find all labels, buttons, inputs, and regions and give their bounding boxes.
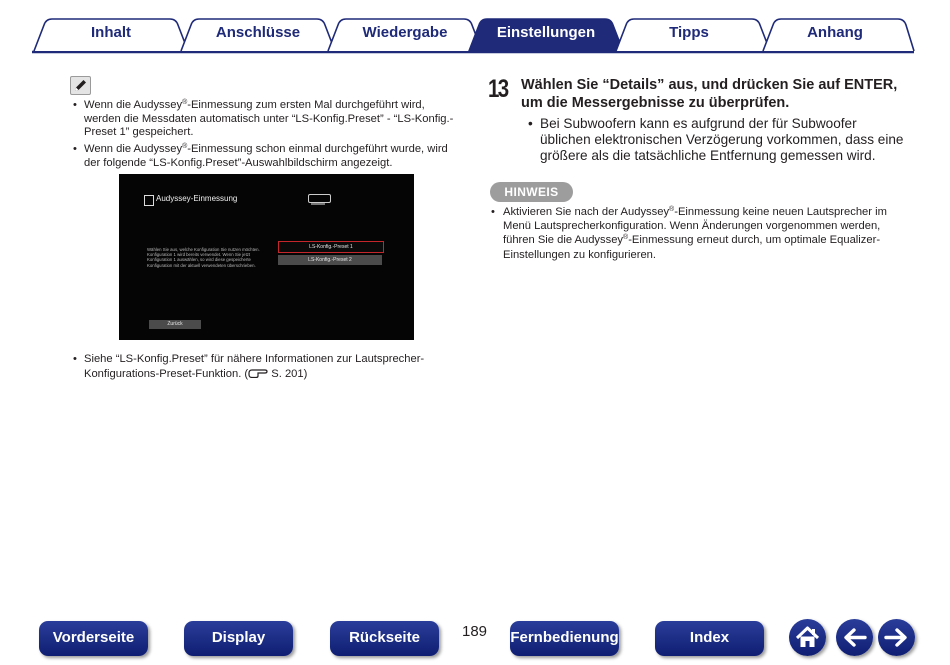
arrow-right-icon: [878, 619, 915, 656]
page-number: 189: [462, 623, 488, 640]
screen-back-button: Zurück: [149, 320, 201, 329]
tab-anschluesse[interactable]: Anschlüsse: [215, 24, 301, 41]
hint-bullet: • Aktivieren Sie nach der Audyssey®-Einmessung keine neuen Lautsprecher im Menü Lautsprecherkonfiguration. Wenn Änderungen vorgenommen werden, führen Sie die Audyssey®-Einmessung erneut durch, um optimale Equalizer-Einstellungen zu konfigurieren.: [491, 206, 887, 261]
audyssey-logo-icon: [308, 194, 331, 203]
hand-pointer-icon: [248, 367, 268, 378]
pencil-note-icon: [70, 76, 91, 95]
step-bullet-subwoofer: • Bei Subwoofern kann es aufgrund der für Subwoofer üblichen elektronischen Verzögerung vorkommen, dass eine größere als die tatsächliche Entfernung gemessen wird.: [528, 116, 904, 163]
preset-2-option: LS-Konfig.-Preset 2: [278, 255, 382, 265]
note-bullet-preset-reference: • Siehe “LS-Konfig.Preset” für nähere Informationen zur Lautsprecher-Konfigurations-Preset-Funktion. ( S. 201): [73, 353, 425, 380]
home-icon: [789, 619, 826, 656]
tab-wiedergabe[interactable]: Wiedergabe: [362, 24, 448, 41]
hint-badge: HINWEIS: [490, 182, 573, 202]
page-reference-link[interactable]: S. 201): [268, 367, 308, 380]
step-number: 13: [488, 75, 508, 103]
note-bullet-first-measurement: • Wenn die Audyssey®-Einmessung zum ersten Mal durchgeführt wird, werden die Messdaten automatisch unter “LS-Konfig.Preset” - “LS-Konfig.-Preset 1” gespeichert.: [73, 99, 454, 139]
chapter-tab-bar: [0, 0, 950, 58]
arrow-left-icon: [836, 619, 873, 656]
audyssey-logo-subline: [311, 203, 325, 205]
tab-einstellungen[interactable]: Einstellungen: [496, 24, 596, 41]
rear-page-button[interactable]: Rückseite: [330, 621, 439, 656]
tab-anhang[interactable]: Anhang: [807, 24, 863, 41]
remote-control-button[interactable]: Fernbedienung: [510, 621, 619, 656]
back-button[interactable]: [836, 619, 873, 656]
note-bullet-repeat-measurement: • Wenn die Audyssey®-Einmessung schon einmal durchgeführt wurde, wird der folgende “LS-Konfig.Preset”-Auswahlbildschirm angezeigt.: [73, 143, 448, 169]
display-button[interactable]: Display: [184, 621, 293, 656]
home-button[interactable]: [789, 619, 826, 656]
tab-inhalt[interactable]: Inhalt: [91, 24, 131, 41]
preset-1-option: LS-Konfig.-Preset 1: [278, 241, 384, 253]
screen-description: Wählen Sie aus, welche Konfiguration Sie nutzen möchten. Konfiguration 1 wird bereits verwendet. Wenn Sie jetzt Konfiguration 1 auswählen, so wird diese gespeicherte Konfiguration mit der aktuell verwendeten überschrieben.: [147, 247, 260, 268]
screen-title: Audyssey-Einmessung: [156, 194, 238, 203]
step-title: Wählen Sie “Details” aus, und drücken Sie auf ENTER, um die Messergebnisse zu überprüfen.: [521, 77, 898, 111]
forward-button[interactable]: [878, 619, 915, 656]
preset-selection-screenshot: [119, 174, 414, 340]
index-button[interactable]: Index: [655, 621, 764, 656]
audyssey-menu-icon: [144, 195, 154, 206]
front-page-button[interactable]: Vorderseite: [39, 621, 148, 656]
tab-tipps[interactable]: Tipps: [669, 24, 709, 41]
